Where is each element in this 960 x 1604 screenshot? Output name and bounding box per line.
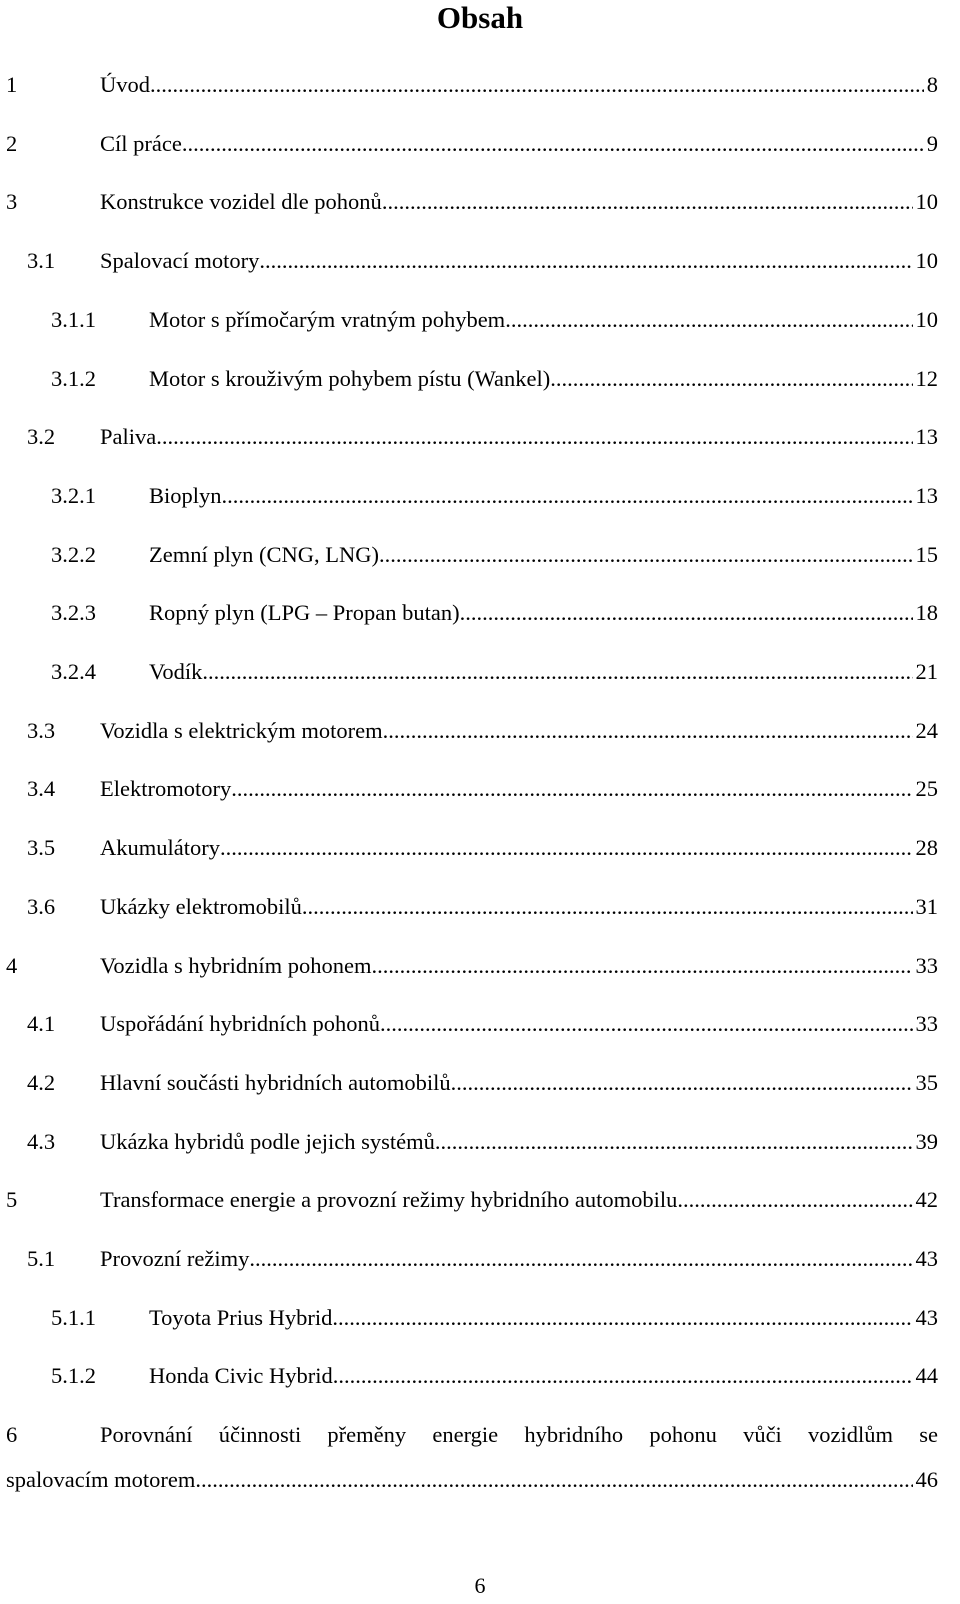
dot-leader [259,246,912,276]
toc-entry-page: 8 [926,72,938,97]
toc-entry-title: Uspořádání hybridních pohonů [100,1011,380,1037]
toc-entry-title: Ukázka hybridů podle jejich systémů [100,1128,435,1154]
dot-leader [249,1244,912,1274]
toc-entry-page: 13 [915,424,938,450]
toc-entry[interactable] [6,305,938,335]
dot-leader [371,951,912,981]
toc-entry-title: Provozní režimy [100,1246,250,1271]
toc-entry-number: 5.1 [27,1246,56,1271]
toc-entry-page: 43 [915,1246,938,1271]
dot-leader [435,1127,913,1157]
toc-entry[interactable] [6,422,938,452]
toc-entry-page: 18 [915,600,938,626]
toc-entry-title: Paliva [100,424,157,450]
toc-entry-number: 3.2.4 [51,659,96,684]
toc-entry-page: 46 [915,1467,938,1493]
toc-entry[interactable] [6,657,938,687]
toc-entry-number: 3.2.1 [51,482,96,508]
page-title: Obsah [436,0,524,35]
dot-leader [333,1361,913,1391]
toc-entry[interactable] [6,716,938,746]
toc-entry[interactable] [6,246,938,276]
toc-entry-title: Motor s přímočarým vratným pohybem [149,306,506,332]
toc-entry-number: 3.1.2 [51,365,96,391]
toc-entry-number: 3 [6,189,18,215]
toc-entry-number: 3.2 [27,424,56,450]
toc-entry-number: 1 [6,72,18,97]
toc-entry[interactable] [6,129,938,159]
toc-entry-title: Cíl práce [100,130,182,156]
toc-entry[interactable] [6,598,938,628]
toc-entry-page: 35 [915,1069,938,1095]
toc-entry-title-line1: Porovnání účinnosti přeměny energie hybridního pohonu vůči vozidlům se [100,1422,938,1448]
toc-entry-title-line2: spalovacím motorem [6,1467,196,1493]
toc-entry-continuation[interactable] [6,1465,938,1495]
toc-entry-number: 2 [6,130,18,156]
dot-leader [222,481,913,511]
page-number: 6 [474,1573,486,1598]
toc-entry-title: Toyota Prius Hybrid [149,1304,333,1330]
toc-entry-title: Bioplyn [149,482,222,508]
toc-entry-number: 3.2.3 [51,600,96,626]
dot-leader [550,364,912,394]
toc-entry-number: 3.5 [27,835,56,861]
dot-leader [380,1009,913,1039]
toc-entry-number: 5 [6,1187,18,1213]
toc-entry[interactable] [6,1009,938,1039]
dot-leader [505,305,912,335]
dot-leader [220,833,913,863]
toc-entry[interactable] [6,481,938,511]
dot-leader [182,129,924,159]
toc-entry-page: 25 [915,776,938,802]
toc-entry-title: Spalovací motory [100,248,260,274]
toc-entry-title: Úvod [100,72,150,97]
toc-entry-title: Transformace energie a provozní režimy hybridního automobilu [100,1187,678,1213]
toc-entry-page: 12 [915,365,938,391]
toc-entry-page: 10 [915,306,938,332]
toc-entry-page: 42 [915,1187,938,1213]
toc-entry-number: 5.1.1 [51,1304,96,1330]
toc-entry-number: 4.1 [27,1011,56,1037]
toc-entry-number: 4.2 [27,1069,56,1095]
dot-leader [332,1303,912,1333]
toc-entry-page: 33 [915,952,938,978]
toc-entry-page: 10 [915,189,938,215]
toc-entry-page: 44 [915,1363,938,1389]
toc-entry[interactable] [6,1303,938,1333]
toc-entry[interactable] [6,892,938,922]
toc-entry-title: Akumulátory [100,835,220,861]
toc-entry-title: Zemní plyn (CNG, LNG) [149,541,379,567]
toc-entry[interactable] [6,833,938,863]
toc-entry[interactable] [6,70,938,100]
toc-entry-page: 13 [915,482,938,508]
toc-entry-title: Ukázky elektromobilů [100,893,302,919]
toc-entry[interactable] [6,774,938,804]
dot-leader [202,657,912,687]
toc-entry-number: 3.2.2 [51,541,96,567]
dot-leader [451,1068,913,1098]
toc-entry[interactable] [6,1244,938,1274]
toc-entry-title: Vozidla s hybridním pohonem [100,952,372,978]
toc-entry-page: 9 [926,130,938,156]
dot-leader [195,1465,912,1495]
toc-entry-number: 3.1.1 [51,306,96,332]
dot-leader [382,187,913,217]
toc-entry-number: 3.1 [27,248,56,274]
dot-leader [460,598,913,628]
toc-entry[interactable] [6,1185,938,1215]
toc-entry-number: 3.6 [27,893,56,919]
toc-entry[interactable] [6,187,938,217]
toc-entry-page: 39 [915,1128,938,1154]
toc-entry-number: 3.3 [27,717,56,743]
toc-entry-page: 10 [915,248,938,274]
toc-entry-title: Elektromotory [100,776,232,802]
toc-entry-title: Hlavní součásti hybridních automobilů [100,1069,451,1095]
toc-entry[interactable] [6,540,938,570]
dot-leader [379,540,913,570]
toc-entry-page: 24 [915,717,938,743]
dot-leader [383,716,913,746]
dot-leader [150,70,924,100]
toc-entry-page: 21 [915,659,938,684]
toc-entry-page: 31 [915,893,938,919]
toc-entry-page: 28 [915,835,938,861]
toc-entry-title: Vozidla s elektrickým motorem [100,717,383,743]
toc-entry-title: Honda Civic Hybrid [149,1363,333,1389]
toc-entry-number: 3.4 [27,776,56,802]
toc-entry[interactable] [6,1420,938,1450]
toc-entry-title: Vodík [149,659,203,684]
toc-entry-title: Motor s krouživým pohybem pístu (Wankel) [149,365,551,391]
toc-entry-title: Ropný plyn (LPG – Propan butan) [149,600,460,626]
toc-entry-title: Konstrukce vozidel dle pohonů [100,189,382,215]
toc-entry-number: 6 [6,1422,18,1448]
toc-entry-page: 15 [915,541,938,567]
dot-leader [677,1185,912,1215]
toc-entry-page: 33 [915,1011,938,1037]
toc-entry-page: 43 [915,1304,938,1330]
toc-entry[interactable] [6,364,938,394]
dot-leader [156,422,912,452]
toc-entry-number: 4.3 [27,1128,56,1154]
toc-entry[interactable] [6,1068,938,1098]
dot-leader [231,774,912,804]
toc-entry-number: 5.1.2 [51,1363,96,1389]
toc-entry-number: 4 [6,952,18,978]
toc-entry[interactable] [6,951,938,981]
toc-entry[interactable] [6,1361,938,1391]
dot-leader [302,892,913,922]
toc-entry[interactable] [6,1127,938,1157]
